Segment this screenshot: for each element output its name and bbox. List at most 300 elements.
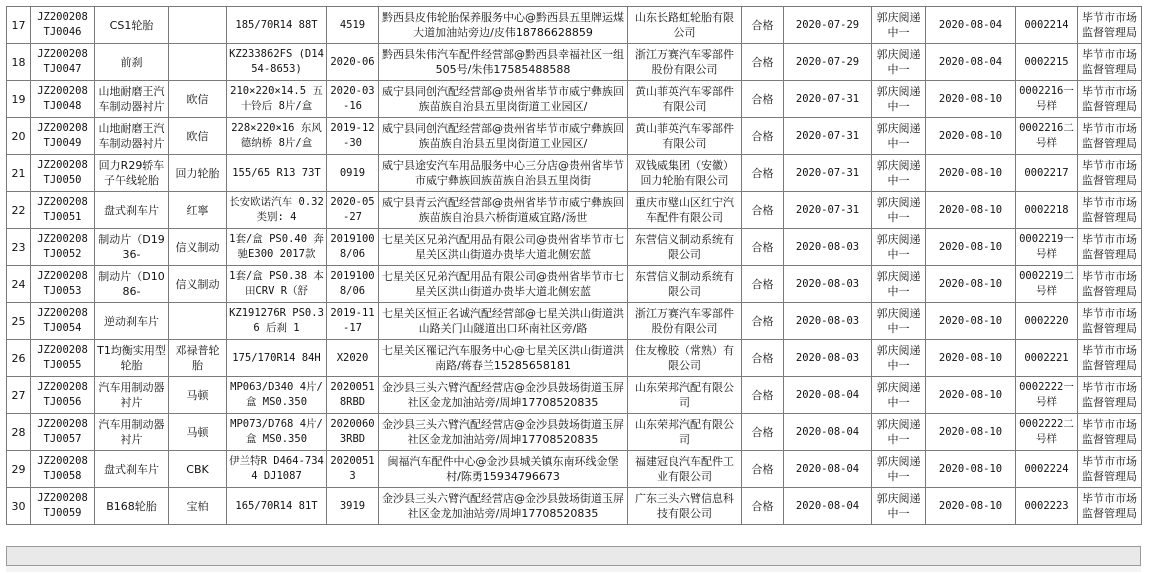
cell-date[interactable] — [327, 7, 379, 44]
cell-seller[interactable] — [379, 303, 628, 340]
cell-date[interactable] — [327, 488, 379, 525]
cell-no[interactable] — [7, 451, 31, 488]
cell-text: 邓禄普轮胎 — [175, 344, 220, 372]
cell-name[interactable] — [95, 44, 169, 81]
cell-agency[interactable] — [1078, 7, 1142, 44]
cell-result[interactable] — [742, 414, 784, 451]
cell-text: 2020-08-04 — [795, 462, 860, 475]
cell-code[interactable] — [31, 229, 95, 266]
cell-result[interactable] — [742, 303, 784, 340]
cell-code[interactable] — [31, 155, 95, 192]
cell-text: 2020-08-04 — [938, 18, 1003, 31]
cell-report-date[interactable] — [926, 340, 1016, 377]
cell-text: 毕节市市场监督管理局 — [1082, 492, 1137, 520]
cell-text: 4519 — [339, 18, 366, 31]
cell-seller[interactable] — [379, 340, 628, 377]
cell-spec[interactable] — [227, 44, 327, 81]
cell-text: 2020-08-10 — [938, 203, 1003, 216]
cell-result[interactable] — [742, 488, 784, 525]
cell-no[interactable] — [7, 377, 31, 414]
cell-check-date[interactable] — [784, 340, 872, 377]
cell-text: 2020-07-29 — [795, 18, 860, 31]
cell-date[interactable] — [327, 414, 379, 451]
cell-text: 2020-08-03 — [795, 277, 860, 290]
cell-brand[interactable] — [169, 377, 227, 414]
cell-code[interactable] — [31, 377, 95, 414]
cell-code[interactable] — [31, 192, 95, 229]
cell-brand[interactable] — [169, 340, 227, 377]
cell-text: 闽福汽车配件中心@金沙县城关镇东南环线金堡村/陈勇15934796673 — [387, 455, 619, 483]
cell-no[interactable] — [7, 340, 31, 377]
cell-report-no[interactable] — [1016, 488, 1078, 525]
cell-spec[interactable] — [227, 229, 327, 266]
cell-check-date[interactable] — [784, 414, 872, 451]
cell-text: 山地耐磨王汽车制动器衬片 — [98, 85, 165, 113]
cell-no[interactable] — [7, 266, 31, 303]
cell-text: 20200513 — [330, 455, 375, 482]
cell-spec[interactable] — [227, 303, 327, 340]
cell-agency[interactable] — [1078, 377, 1142, 414]
cell-seller[interactable] — [379, 118, 628, 155]
cell-spec[interactable] — [227, 192, 327, 229]
table-row — [7, 377, 1142, 414]
cell-maker[interactable] — [628, 303, 742, 340]
cell-name[interactable] — [95, 340, 169, 377]
cell-text: MP063/D340 4片/盒 MS0.350 — [230, 381, 323, 408]
cell-name[interactable] — [95, 155, 169, 192]
cell-code[interactable] — [31, 303, 95, 340]
cell-result[interactable] — [742, 44, 784, 81]
cell-maker[interactable] — [628, 155, 742, 192]
cell-text: 金沙县三头六臂汽配经营店@金沙县鼓场街道玉屏社区金龙加油站旁/周坤17708520835 — [382, 492, 624, 520]
cell-text: 29 — [11, 462, 26, 476]
cell-spec[interactable] — [227, 81, 327, 118]
cell-text: 毕节市市场监督管理局 — [1082, 455, 1137, 483]
cell-check-date[interactable] — [784, 266, 872, 303]
cell-report-no[interactable] — [1016, 451, 1078, 488]
cell-no[interactable] — [7, 155, 31, 192]
cell-brand[interactable] — [169, 118, 227, 155]
cell-text: 2020-08-10 — [938, 277, 1003, 290]
cell-text: 郭庆阅递中一 — [876, 418, 921, 446]
cell-result[interactable] — [742, 377, 784, 414]
cell-no[interactable] — [7, 192, 31, 229]
cell-maker[interactable] — [628, 266, 742, 303]
cell-report-date[interactable] — [926, 192, 1016, 229]
cell-name[interactable] — [95, 266, 169, 303]
cell-brand[interactable] — [169, 303, 227, 340]
cell-text: 2020-03-16 — [330, 85, 375, 112]
cell-date[interactable] — [327, 229, 379, 266]
cell-text: 2020-08-10 — [938, 388, 1003, 401]
cell-spec[interactable] — [227, 340, 327, 377]
cell-text: 信义制动 — [175, 277, 220, 291]
cell-text: JZ200208 TJ0053 — [37, 270, 88, 297]
cell-text: 1套/盒 PS0.40 奔驰E300 2017款 — [229, 233, 324, 260]
cell-text: 0002224 — [1024, 462, 1069, 475]
cell-no[interactable] — [7, 303, 31, 340]
cell-deliver[interactable] — [872, 192, 926, 229]
cell-text: JZ200208 TJ0057 — [37, 418, 88, 445]
cell-agency[interactable] — [1078, 44, 1142, 81]
cell-seller[interactable] — [379, 192, 628, 229]
table-row — [7, 488, 1142, 525]
cell-code[interactable] — [31, 340, 95, 377]
cell-report-date[interactable] — [926, 155, 1016, 192]
cell-report-date[interactable] — [926, 451, 1016, 488]
cell-result[interactable] — [742, 266, 784, 303]
cell-deliver[interactable] — [872, 44, 926, 81]
cell-date[interactable] — [327, 155, 379, 192]
cell-text: 2020-08-03 — [795, 351, 860, 364]
cell-no[interactable] — [7, 118, 31, 155]
cell-result[interactable] — [742, 451, 784, 488]
table-row — [7, 118, 1142, 155]
cell-text: 威宁县途安汽车用品服务中心三分店@贵州省毕节市威宁彝族回族苗族自治县五里岗街 — [382, 159, 624, 187]
cell-result[interactable] — [742, 229, 784, 266]
cell-text: 郭庆阅递中一 — [876, 48, 921, 76]
cell-result[interactable] — [742, 155, 784, 192]
cell-report-date[interactable] — [926, 229, 1016, 266]
cell-text: 2020-06 — [330, 55, 375, 68]
cell-text: 前刹 — [120, 55, 143, 69]
cell-text: KZ191276R PS0.36 后刹 1 — [229, 307, 324, 334]
cell-spec[interactable] — [227, 7, 327, 44]
cell-brand[interactable] — [169, 155, 227, 192]
cell-report-no[interactable] — [1016, 377, 1078, 414]
cell-text: 七星关区恒正名诚汽配经营部@七星关洪山街道洪山路关门山隧道出口环南社区旁/路 — [382, 307, 624, 335]
cell-text: 黄山菲英汽车零部件有限公司 — [635, 122, 734, 150]
cell-spec[interactable] — [227, 414, 327, 451]
cell-report-date[interactable] — [926, 377, 1016, 414]
cell-text: 155/65 R13 73T — [232, 166, 321, 179]
cell-text: 19 — [11, 92, 26, 106]
cell-text: X2020 — [336, 351, 369, 364]
cell-text: 住友橡胶（常熟）有限公司 — [635, 344, 734, 372]
cell-date[interactable] — [327, 377, 379, 414]
cell-brand[interactable] — [169, 7, 227, 44]
cell-text: 合格 — [751, 92, 774, 106]
cell-spec[interactable] — [227, 155, 327, 192]
cell-seller[interactable] — [379, 81, 628, 118]
cell-text: 20191008/06 — [330, 233, 375, 260]
cell-text: 郭庆阅递中一 — [876, 270, 921, 298]
cell-deliver[interactable] — [872, 229, 926, 266]
cell-text: 威宁县同创汽配经营部@贵州省毕节市威宁彝族回族苗族自治县五里岗街道工业园区/ — [382, 85, 624, 113]
cell-brand[interactable] — [169, 81, 227, 118]
cell-report-no[interactable] — [1016, 192, 1078, 229]
cell-agency[interactable] — [1078, 192, 1142, 229]
cell-text: 165/70R14 81T — [235, 499, 318, 512]
cell-result[interactable] — [742, 340, 784, 377]
cell-text: 合格 — [751, 240, 774, 254]
cell-text: 毕节市市场监督管理局 — [1082, 11, 1137, 39]
cell-brand[interactable] — [169, 192, 227, 229]
cell-report-no[interactable] — [1016, 340, 1078, 377]
cell-agency[interactable] — [1078, 81, 1142, 118]
cell-date[interactable] — [327, 451, 379, 488]
cell-text: 汽车用制动器衬片 — [98, 418, 165, 446]
cell-name[interactable] — [95, 81, 169, 118]
cell-check-date[interactable] — [784, 118, 872, 155]
cell-brand[interactable] — [169, 44, 227, 81]
cell-no[interactable] — [7, 44, 31, 81]
cell-code[interactable] — [31, 451, 95, 488]
cell-check-date[interactable] — [784, 451, 872, 488]
cell-text: 2020-07-31 — [795, 92, 860, 105]
cell-spec[interactable] — [227, 377, 327, 414]
cell-seller[interactable] — [379, 44, 628, 81]
cell-check-date[interactable] — [784, 44, 872, 81]
cell-text: 0002216二号样 — [1019, 122, 1074, 149]
cell-text: 0002222二号样 — [1019, 418, 1074, 445]
cell-date[interactable] — [327, 118, 379, 155]
cell-date[interactable] — [327, 340, 379, 377]
cell-report-no[interactable] — [1016, 303, 1078, 340]
cell-text: 合格 — [751, 425, 774, 439]
cell-text: 广东三头六臂信息科技有限公司 — [635, 492, 734, 520]
cell-name[interactable] — [95, 451, 169, 488]
cell-name[interactable] — [95, 192, 169, 229]
cell-code[interactable] — [31, 488, 95, 525]
cell-no[interactable] — [7, 488, 31, 525]
cell-check-date[interactable] — [784, 488, 872, 525]
cell-date[interactable] — [327, 303, 379, 340]
cell-deliver[interactable] — [872, 414, 926, 451]
cell-agency[interactable] — [1078, 340, 1142, 377]
cell-text: 福建冠良汽车配件工业有限公司 — [635, 455, 734, 483]
cell-date[interactable] — [327, 81, 379, 118]
cell-deliver[interactable] — [872, 7, 926, 44]
cell-code[interactable] — [31, 81, 95, 118]
cell-no[interactable] — [7, 81, 31, 118]
cell-maker[interactable] — [628, 81, 742, 118]
cell-check-date[interactable] — [784, 155, 872, 192]
cell-text: B168轮胎 — [106, 499, 157, 513]
cell-code[interactable] — [31, 414, 95, 451]
cell-seller[interactable] — [379, 377, 628, 414]
cell-text: 汽车用制动器衬片 — [98, 381, 165, 409]
cell-report-date[interactable] — [926, 488, 1016, 525]
cell-check-date[interactable] — [784, 7, 872, 44]
cell-seller[interactable] — [379, 488, 628, 525]
cell-report-no[interactable] — [1016, 266, 1078, 303]
cell-text: 20200518RBD — [330, 381, 375, 408]
cell-text: 0002222一号样 — [1019, 381, 1074, 408]
cell-text: 合格 — [751, 18, 774, 32]
cell-brand[interactable] — [169, 266, 227, 303]
cell-text: 制动片（D1086- — [98, 270, 165, 298]
cell-agency[interactable] — [1078, 266, 1142, 303]
cell-text: 郭庆阅递中一 — [876, 196, 921, 224]
cell-code[interactable] — [31, 266, 95, 303]
cell-text: 毕节市市场监督管理局 — [1082, 122, 1137, 150]
cell-code[interactable] — [31, 44, 95, 81]
cell-agency[interactable] — [1078, 155, 1142, 192]
cell-report-date[interactable] — [926, 7, 1016, 44]
cell-text: JZ200208 TJ0050 — [37, 159, 88, 186]
cell-agency[interactable] — [1078, 451, 1142, 488]
cell-text: 23 — [11, 240, 26, 254]
cell-maker[interactable] — [628, 488, 742, 525]
cell-brand[interactable] — [169, 229, 227, 266]
cell-text: 2020-08-10 — [938, 425, 1003, 438]
cell-text: 合格 — [751, 203, 774, 217]
cell-name[interactable] — [95, 488, 169, 525]
cell-maker[interactable] — [628, 7, 742, 44]
cell-text: 合格 — [751, 55, 774, 69]
cell-text: 郭庆阅递中一 — [876, 307, 921, 335]
cell-agency[interactable] — [1078, 303, 1142, 340]
cell-maker[interactable] — [628, 229, 742, 266]
cell-no[interactable] — [7, 414, 31, 451]
cell-text: 逆动刹车片 — [104, 314, 159, 328]
cell-text: JZ200208 TJ0058 — [37, 455, 88, 482]
cell-text: 2020-07-31 — [795, 203, 860, 216]
cell-text: 郭庆阅递中一 — [876, 122, 921, 150]
cell-name[interactable] — [95, 7, 169, 44]
cell-result[interactable] — [742, 118, 784, 155]
cell-deliver[interactable] — [872, 155, 926, 192]
cell-text: 2020-07-29 — [795, 55, 860, 68]
cell-text: JZ200208 TJ0054 — [37, 307, 88, 334]
cell-seller[interactable] — [379, 414, 628, 451]
cell-code[interactable] — [31, 7, 95, 44]
cell-text: 毕节市市场监督管理局 — [1082, 418, 1137, 446]
cell-text: 威宁县同创汽配经营部@贵州省毕节市威宁彝族回族苗族自治县五里岗街道工业园区/ — [382, 122, 624, 150]
cell-check-date[interactable] — [784, 303, 872, 340]
cell-name[interactable] — [95, 118, 169, 155]
cell-result[interactable] — [742, 192, 784, 229]
table-row — [7, 414, 1142, 451]
cell-spec[interactable] — [227, 488, 327, 525]
cell-check-date[interactable] — [784, 229, 872, 266]
cell-date[interactable] — [327, 44, 379, 81]
cell-report-date[interactable] — [926, 44, 1016, 81]
cell-text: 2020-08-10 — [938, 92, 1003, 105]
cell-agency[interactable] — [1078, 414, 1142, 451]
cell-text: 0002219二号样 — [1019, 270, 1074, 297]
cell-agency[interactable] — [1078, 229, 1142, 266]
cell-text: 郭庆阅递中一 — [876, 492, 921, 520]
cell-check-date[interactable] — [784, 192, 872, 229]
cell-deliver[interactable] — [872, 451, 926, 488]
cell-spec[interactable] — [227, 451, 327, 488]
cell-text: 合格 — [751, 314, 774, 328]
cell-seller[interactable] — [379, 155, 628, 192]
cell-spec[interactable] — [227, 118, 327, 155]
cell-no[interactable] — [7, 7, 31, 44]
cell-text: 3919 — [339, 499, 366, 512]
cell-report-no[interactable] — [1016, 7, 1078, 44]
horizontal-scrollbar[interactable] — [6, 566, 1141, 572]
cell-code[interactable] — [31, 118, 95, 155]
cell-text: 郭庆阅递中一 — [876, 455, 921, 483]
cell-name[interactable] — [95, 377, 169, 414]
cell-deliver[interactable] — [872, 340, 926, 377]
cell-report-no[interactable] — [1016, 81, 1078, 118]
cell-report-date[interactable] — [926, 266, 1016, 303]
cell-text: 盘式刹车片 — [104, 203, 159, 217]
cell-text: 欧信 — [186, 129, 209, 143]
cell-seller[interactable] — [379, 451, 628, 488]
cell-result[interactable] — [742, 81, 784, 118]
cell-text: JZ200208 TJ0055 — [37, 344, 88, 371]
cell-text: 回力R29轿车子午线轮胎 — [98, 159, 165, 187]
cell-report-date[interactable] — [926, 118, 1016, 155]
cell-report-no[interactable] — [1016, 155, 1078, 192]
cell-maker[interactable] — [628, 44, 742, 81]
table-body — [7, 7, 1142, 525]
cell-seller[interactable] — [379, 7, 628, 44]
cell-check-date[interactable] — [784, 81, 872, 118]
cell-report-date[interactable] — [926, 414, 1016, 451]
cell-deliver[interactable] — [872, 266, 926, 303]
cell-text: 0002220 — [1024, 314, 1069, 327]
cell-maker[interactable] — [628, 451, 742, 488]
cell-text: 21 — [11, 166, 26, 180]
cell-deliver[interactable] — [872, 303, 926, 340]
cell-brand[interactable] — [169, 488, 227, 525]
cell-name[interactable] — [95, 414, 169, 451]
cell-name[interactable] — [95, 229, 169, 266]
cell-text: 合格 — [751, 166, 774, 180]
cell-report-no[interactable] — [1016, 229, 1078, 266]
cell-text: T1均衡实用型轮胎 — [97, 344, 166, 372]
cell-report-no[interactable] — [1016, 118, 1078, 155]
cell-maker[interactable] — [628, 414, 742, 451]
cell-deliver[interactable] — [872, 118, 926, 155]
table-row — [7, 192, 1142, 229]
cell-deliver[interactable] — [872, 377, 926, 414]
cell-result[interactable] — [742, 7, 784, 44]
cell-text: 2020-08-10 — [938, 240, 1003, 253]
cell-seller[interactable] — [379, 266, 628, 303]
cell-maker[interactable] — [628, 340, 742, 377]
cell-name[interactable] — [95, 303, 169, 340]
cell-check-date[interactable] — [784, 377, 872, 414]
cell-agency[interactable] — [1078, 118, 1142, 155]
cell-brand[interactable] — [169, 451, 227, 488]
cell-text: 山东荣邦汽配有限公司 — [635, 418, 734, 446]
cell-date[interactable] — [327, 266, 379, 303]
sheet-footer-bar — [6, 546, 1141, 566]
cell-report-date[interactable] — [926, 81, 1016, 118]
cell-deliver[interactable] — [872, 81, 926, 118]
cell-maker[interactable] — [628, 377, 742, 414]
cell-text: 18 — [11, 55, 26, 69]
cell-text: 24 — [11, 277, 26, 291]
cell-maker[interactable] — [628, 118, 742, 155]
cell-report-no[interactable] — [1016, 414, 1078, 451]
cell-report-no[interactable] — [1016, 44, 1078, 81]
cell-text: 2020-08-10 — [938, 499, 1003, 512]
cell-deliver[interactable] — [872, 488, 926, 525]
cell-seller[interactable] — [379, 229, 628, 266]
cell-agency[interactable] — [1078, 488, 1142, 525]
cell-date[interactable] — [327, 192, 379, 229]
cell-brand[interactable] — [169, 414, 227, 451]
cell-maker[interactable] — [628, 192, 742, 229]
cell-text: 七星关区罹记汽车服务中心@七星关区洪山街道洪南路/蒋春兰15285658181 — [382, 344, 624, 372]
cell-text: 22 — [11, 203, 26, 217]
cell-spec[interactable] — [227, 266, 327, 303]
cell-report-date[interactable] — [926, 303, 1016, 340]
cell-text: 0002215 — [1024, 55, 1069, 68]
cell-text: 合格 — [751, 129, 774, 143]
cell-text: 210×220×14.5 五十铃后 8片/盒 — [230, 85, 323, 112]
cell-no[interactable] — [7, 229, 31, 266]
